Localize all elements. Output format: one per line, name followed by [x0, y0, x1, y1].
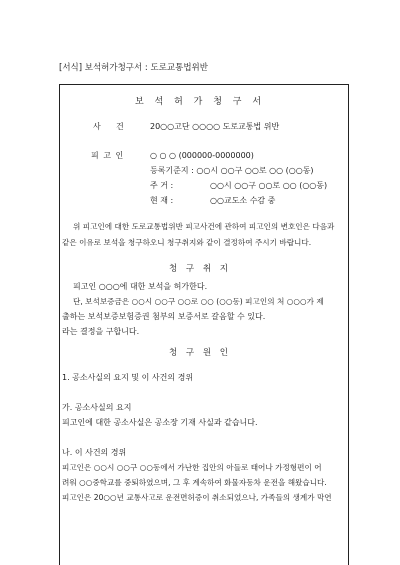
- intro-line-1: 위 피고인에 대한 도로교통법위반 피고사건에 관하여 피고인의 변호인은 다음과: [73, 222, 335, 231]
- defendant-label: 피 고 인: [91, 151, 125, 160]
- case-label-b: 건: [116, 122, 124, 131]
- defendant-present: ○○교도소 수감 중: [210, 196, 276, 205]
- case-label-a: 사: [93, 122, 101, 131]
- defendant-present-label: 현 재 :: [150, 196, 174, 205]
- defendant-address: ○○시 ○○구 ○○로 ○○ (○○동): [210, 181, 328, 190]
- reasons-para-line-1: 피고인은 ○○시 ○○구 ○○동에서 가난한 집안의 아들로 태어나 가정형편이 어: [62, 463, 322, 472]
- reasons-para-line-3: 피고인은 20○○년 교통사고로 운전면허증이 취소되었으나, 가족들의 생계가 막연: [62, 493, 332, 502]
- purpose-line-3: 출하는 보석보증보험증권 첨부의 보증서로 갈음할 수 있다.: [62, 312, 266, 321]
- case-value: 20○○고단 ○○○○ 도로교통법 위반: [150, 122, 280, 131]
- defendant-registry: 등록기준지 : ○○시 ○○구 ○○로 ○○ (○○동): [150, 166, 314, 175]
- defendant-address-label: 주 거 :: [150, 181, 174, 190]
- document-title: 보 석 허 가 청 구 서: [134, 97, 266, 107]
- reasons-heading-1b: 나. 이 사건의 경위: [62, 448, 127, 457]
- reasons-1a-text: 피고인에 대한 공소사실은 공소장 기재 사실과 같습니다.: [62, 418, 258, 427]
- purpose-line-4: 라는 결정을 구합니다.: [62, 327, 140, 336]
- purpose-line-1: 피고인 ○○○에 대한 보석을 허가한다.: [73, 282, 208, 291]
- reasons-heading-1a: 가. 공소사실의 요지: [62, 403, 132, 412]
- defendant-name: ○ ○ ○ (000000-0000000): [150, 151, 254, 160]
- purpose-title: 청 구 취 지: [169, 264, 231, 274]
- reasons-para-line-2: 려워 ○○중학교를 중퇴하였으며, 그 후 계속하여 화물자동차 운전을 해왔습니다.: [62, 478, 327, 487]
- purpose-line-2: 단, 보석보증금은 ○○시 ○○구 ○○로 ○○ (○○동) 피고인의 처 ○○○가 제: [73, 297, 324, 306]
- reasons-heading-1: 1. 공소사실의 요지 및 이 사건의 경위: [62, 373, 194, 382]
- form-header: [서식] 보석허가청구서 : 도로교통법위반: [59, 63, 208, 73]
- reasons-title: 청 구 원 인: [169, 348, 231, 358]
- intro-line-2: 같은 이유로 보석을 청구하오니 청구취지와 같이 결정하여 주시기 바랍니다.: [62, 238, 312, 247]
